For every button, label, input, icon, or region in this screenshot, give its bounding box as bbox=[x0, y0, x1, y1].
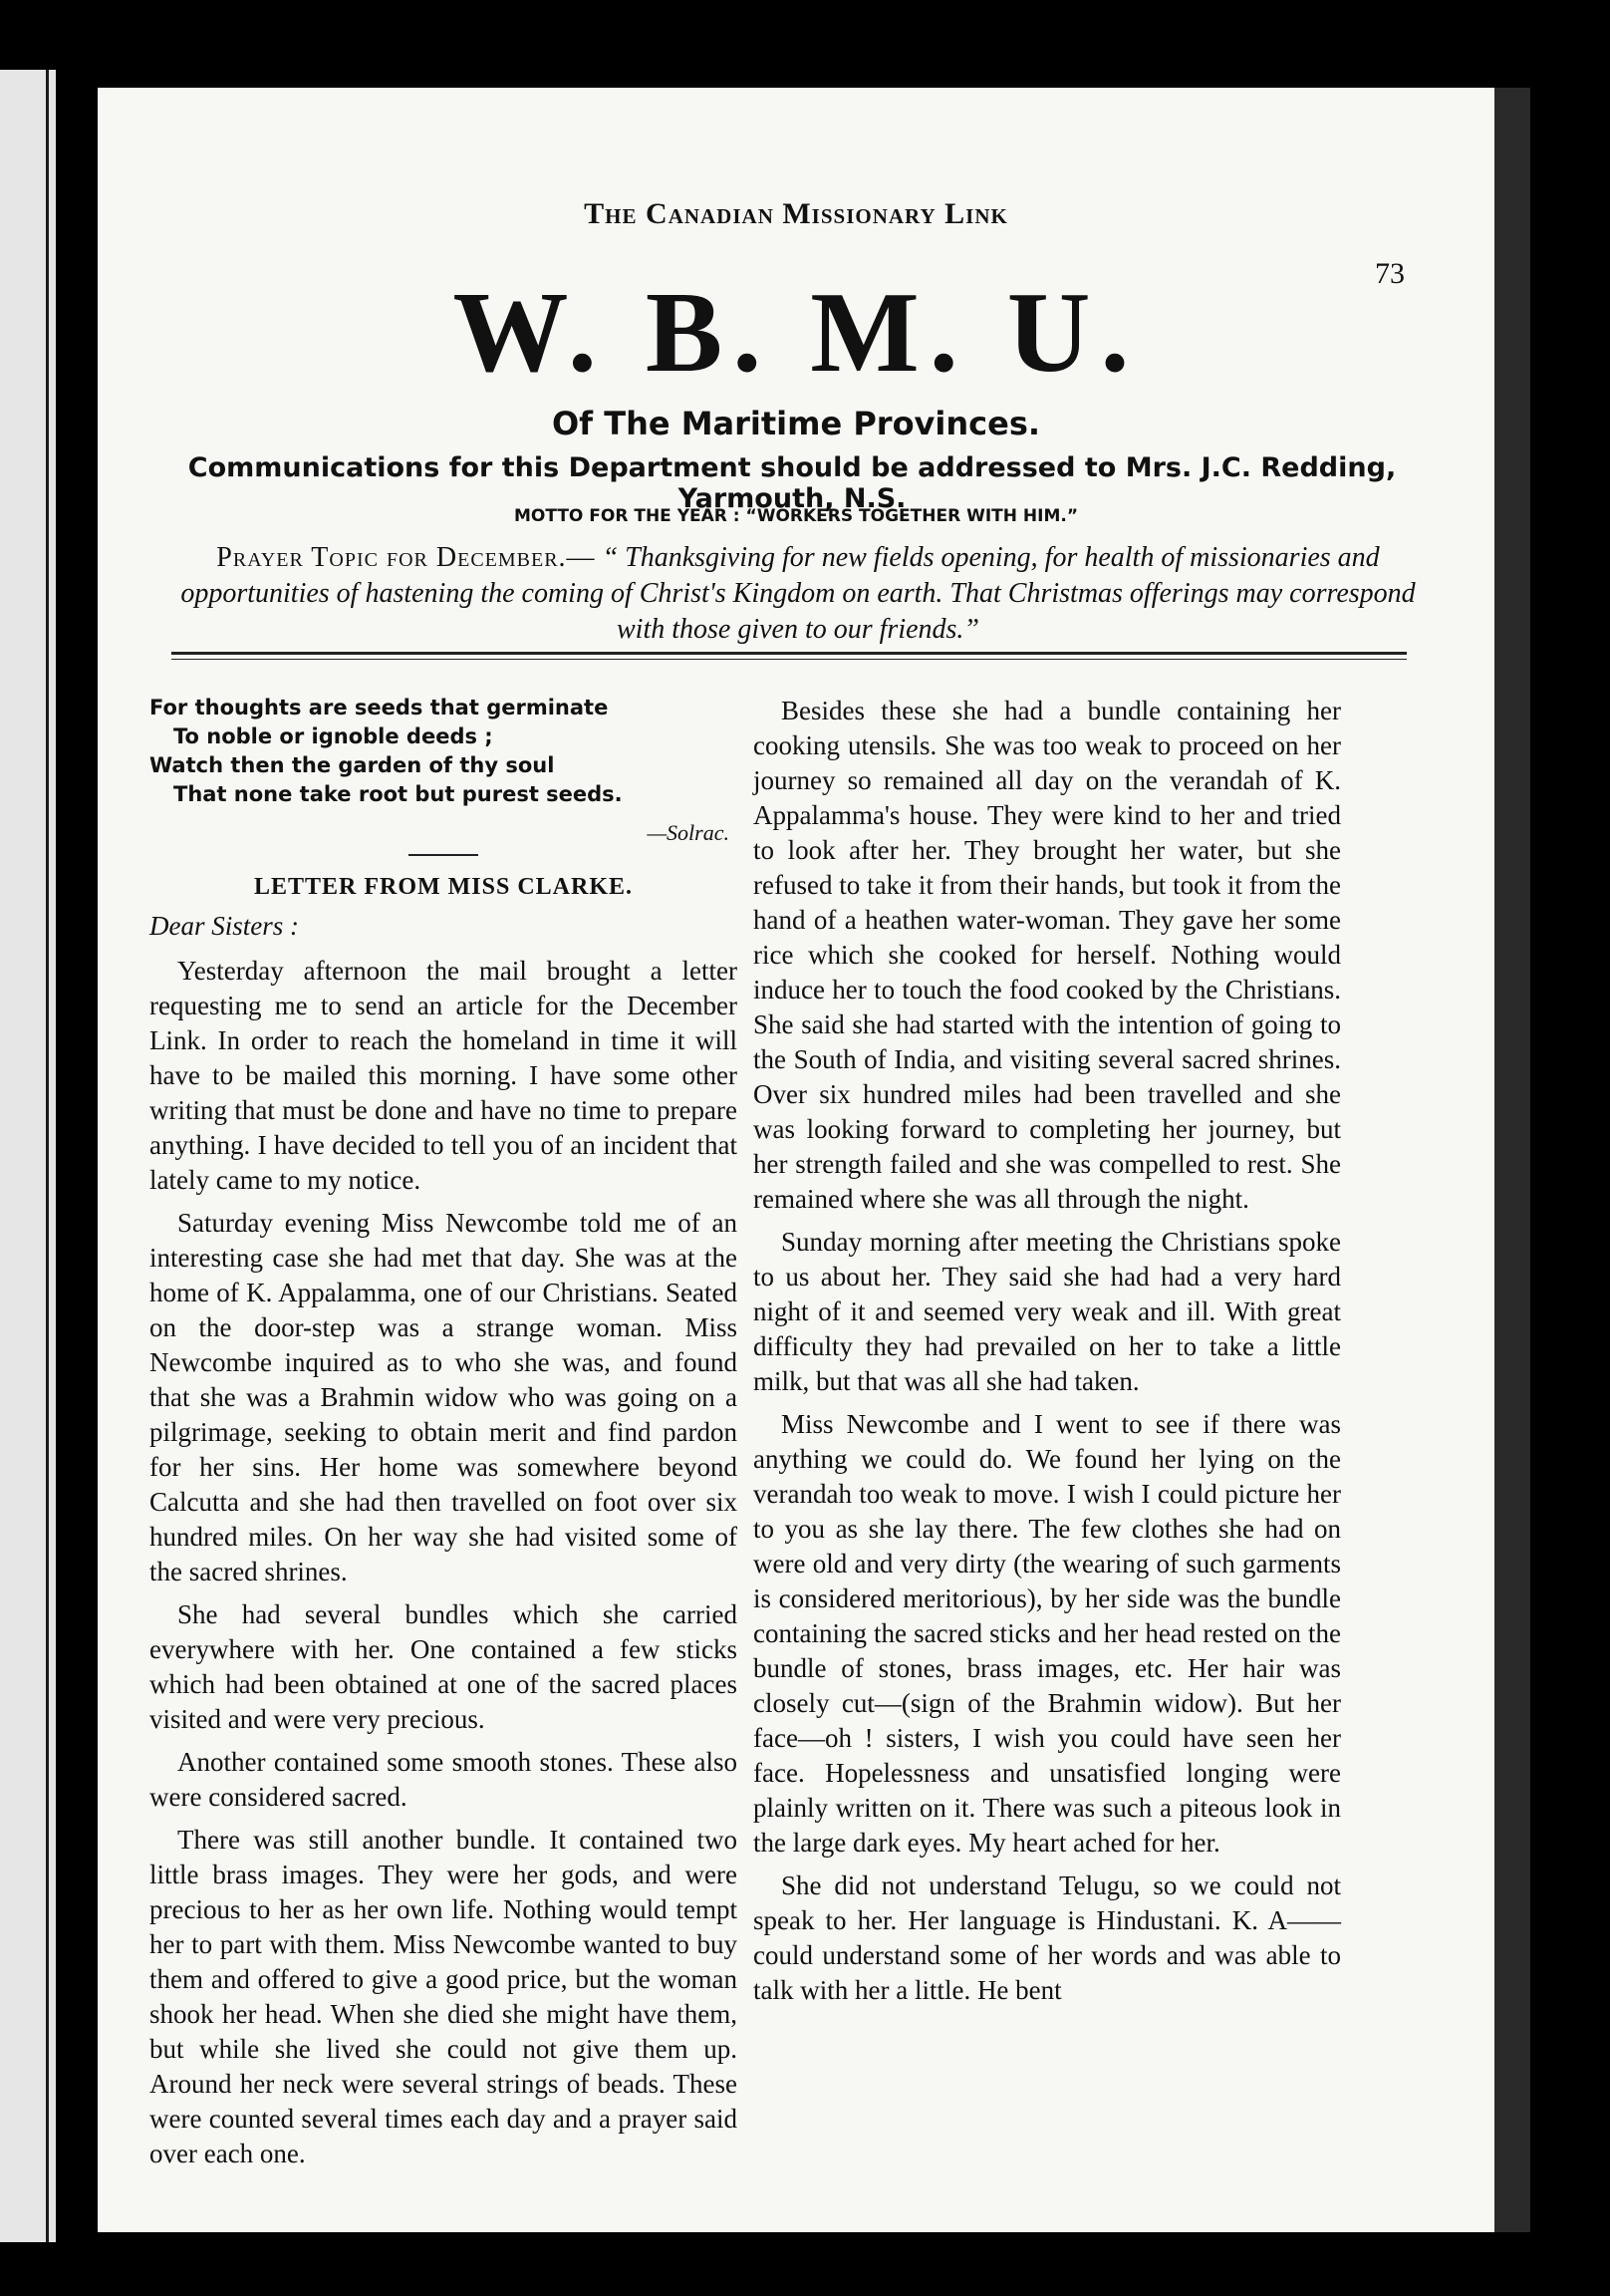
letter-title: LETTER FROM MISS CLARKE. bbox=[253, 874, 634, 900]
masthead: The Canadian Missionary Link bbox=[584, 197, 1008, 230]
right-column bbox=[753, 694, 1341, 2016]
document-page bbox=[98, 88, 1494, 2232]
page-binding-line bbox=[46, 70, 49, 2242]
page-number: 73 bbox=[1375, 257, 1405, 290]
poem bbox=[149, 694, 737, 809]
paragraph: Sunday morning after meeting the Christians spoke to us about her. They said she had had a very hard night of it and seemed very weak and ill. With great difficulty they had prevailed on her to take a little milk, but that was all she had taken. bbox=[753, 1227, 1341, 1396]
paragraph: Besides these she had a bundle containing her cooking utensils. She was too weak to proceed on her journey so remained all day on the verandah of K. Appalamma's house. They were kind to her and tried to look after her. They brought her water, but she refused to take it from their hands, but took it from the hand of a heathen water-woman. They gave her some rice which she cooked for herself. Nothing would induce her to touch the food cooked by the Christians. She said she had started with the intention of going to the South of India, and visiting several sacred shrines. Over six hundred miles had been travelled and she was looking forward to completing her journey, but her strength failed and she was compelled to rest. She remained where she was all through the night. bbox=[753, 696, 1341, 1214]
header-rule bbox=[171, 652, 1407, 655]
paragraph: Saturday evening Miss Newcombe told me of an interesting case she had met that day. She was at the home of K. Appalamma, one of our Christians. Seated on the door-step was a strange woman. Miss Newcombe inquired as to who she was, and found that she was a Brahmin widow who was going on a pilgrimage, seeking to obtain merit and find pardon for her sins. Her home was somewhere beyond Calcutta and she had then travelled on foot over six hundred miles. On her way she had visited some of the sacred shrines. bbox=[149, 1208, 737, 1586]
poem-signature: —Solrac. bbox=[647, 820, 729, 845]
paragraph: Miss Newcombe and I went to see if there was anything we could do. We found her lying on the verandah too weak to move. I wish I could picture her to you as she lay there. The few clothes she had on were old and very dirty (the wearing of such garments is considered meritorious), by her side was the bundle containing the sacred sticks and her head rested on the bundle of stones, brass images, etc. Her hair was closely cut—(sign of the Brahmin widow). But her face—oh ! sisters, I wish you could have seen her face. Hopelessness and unsatisfied longing were plainly written on it. There was such a piteous look in the large dark eyes. My heart ached for her. bbox=[753, 1409, 1341, 1858]
poem-line: Watch then the garden of thy soul bbox=[149, 753, 555, 777]
poem-line: That none take root but purest seeds. bbox=[173, 782, 623, 806]
paragraph: There was still another bundle. It contained two little brass images. They were her gods, and were precious to her as her own life. Nothing would tempt her to part with them. Miss Newcombe wanted to buy them and offered to give a good price, but the woman shook her head. When she died she might have them, but while she lived she could not give them up. Around her neck were several strings of beads. These were counted several times each day and a prayer said over each one. bbox=[149, 1825, 737, 2168]
poem-line: To noble or ignoble deeds ; bbox=[173, 724, 493, 748]
paragraph: Yesterday afternoon the mail brought a letter requesting me to send an article for the December Link. In order to reach the homeland in time it will have to be mailed this morning. I have some other writing that must be done and have no time to prepare anything. I have decided to tell you of an incident that lately came to my notice. bbox=[149, 956, 737, 1195]
header-rule-thin bbox=[171, 659, 1407, 660]
motto-line: MOTTO FOR THE YEAR : “WORKERS TOGETHER WITH HIM.” bbox=[513, 506, 1079, 526]
communications-note: Communications for this Department should be addressed to Mrs. J.C. Redding, Yarmouth, N.S. bbox=[187, 452, 1397, 514]
paragraph: Another contained some smooth stones. These also were considered sacred. bbox=[149, 1747, 737, 1812]
letter-salutation: Dear Sisters : bbox=[149, 911, 299, 941]
paragraph: She did not understand Telugu, so we could not speak to her. Her language is Hindustani. K. A—— could understand some of her words and was able to talk with her a little. He bent bbox=[753, 1870, 1341, 2005]
poem-line: For thoughts are seeds that germinate bbox=[149, 696, 609, 719]
prayer-topic-label: Prayer Topic for December.— bbox=[216, 542, 596, 573]
prayer-topic bbox=[169, 540, 1427, 648]
section-title: W. B. M. U. bbox=[452, 269, 1140, 397]
scan-border-right bbox=[1494, 88, 1530, 2232]
short-divider bbox=[408, 854, 478, 856]
paragraph: She had several bundles which she carried everywhere with her. One contained a few sticks which had been obtained at one of the sacred places visited and were very precious. bbox=[149, 1599, 737, 1734]
section-subtitle: Of The Maritime Provinces. bbox=[551, 405, 1041, 442]
left-column bbox=[149, 694, 737, 2179]
prayer-topic-text: “ Thanksgiving for new fields opening, for health of missionaries and opportunities of hastening the coming of Christ's Kingdom on earth. That Christmas offerings may correspond with those given to our friends.” bbox=[180, 542, 1416, 645]
